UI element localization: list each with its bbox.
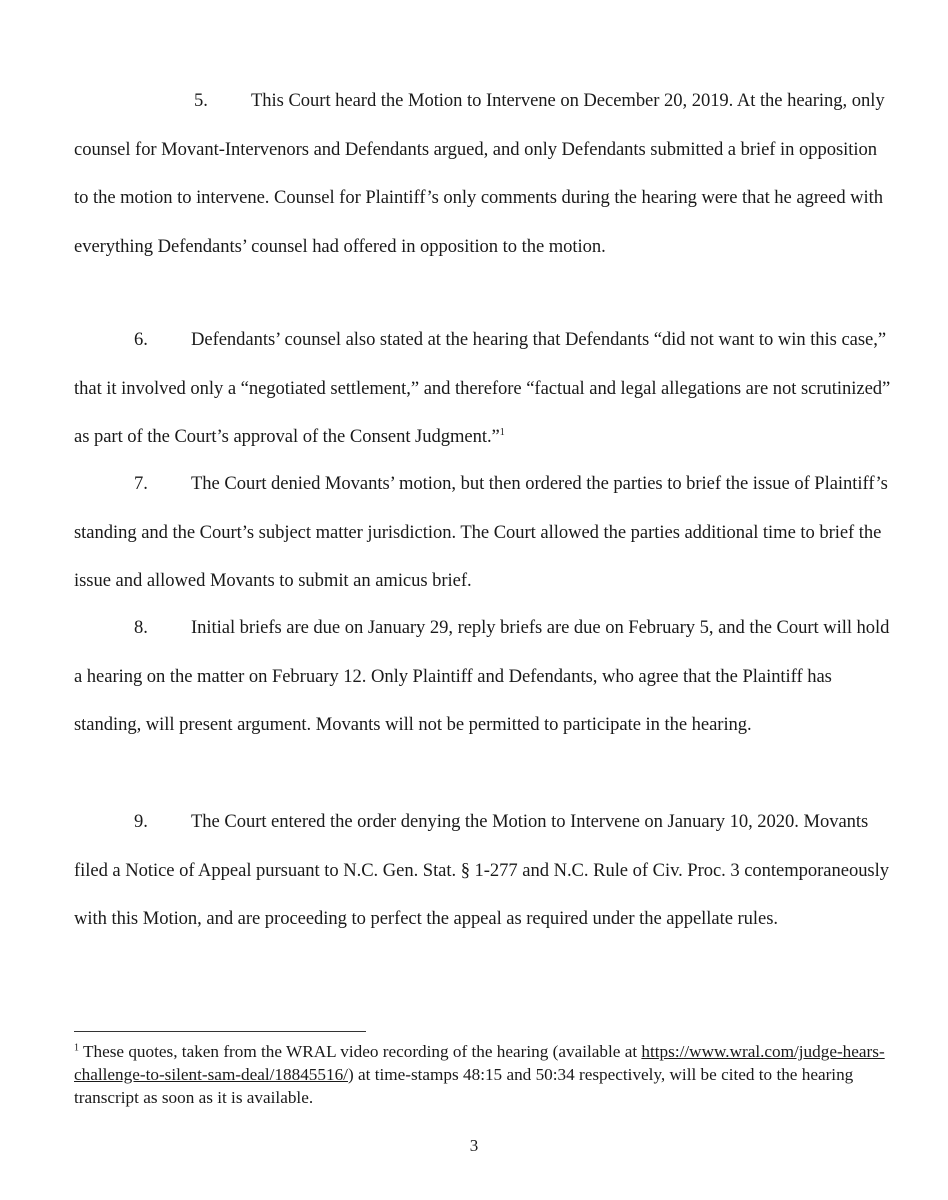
paragraph-number: 9. [134,811,148,832]
paragraph-text: Initial briefs are due on January 29, reply briefs are due on February 5, and the Court will hold a hearing on the matter on February 12. Only Plaintiff and Defendants, who agree that the Plaintiff has standing, will present argument. Movants will not be permitted to participate in the hearing. [74,617,890,736]
paragraph-9 [74,798,892,944]
paragraph-7 [74,460,892,606]
paragraph-number: 7. [134,473,148,494]
paragraph-text: Defendants’ counsel also stated at the hearing that Defendants “did not want to win this case,” that it involved only a “negotiated settlement,” and therefore “factual and legal allegations are not scrutinized” as part of the Court’s approval of the Consent Judgment.” [74,329,891,448]
footnote-text-after: ) at time-stamps 48:15 and 50:34 respectively, will be cited to the hearing transcript as soon as it is available. [74,1065,854,1107]
paragraph-6 [74,316,892,462]
paragraph-text: The Court denied Movants’ motion, but then ordered the parties to brief the issue of Plaintiff’s standing and the Court’s subject matter jurisdiction. The Court allowed the parties additional time to brief the issue and allowed Movants to submit an amicus brief. [74,473,888,592]
footnote-link[interactable]: https://www.wral.com/judge-hears-challenge-to-silent-sam-deal/18845516/ [74,1042,885,1084]
paragraph-8 [74,604,892,750]
footnote-separator [74,1031,366,1032]
paragraph-number: 5. [194,90,208,111]
paragraph-text: The Court entered the order denying the Motion to Intervene on January 10, 2020. Movants filed a Notice of Appeal pursuant to N.C. Gen. Stat. § 1-277 and N.C. Rule of Civ. Proc. 3 contemporaneously with this Motion, and are proceeding to perfect the appeal as required under the appellate rules. [74,811,889,930]
footnote-reference: 1 [499,427,505,438]
paragraph-text: This Court heard the Motion to Intervene on December 20, 2019. At the hearing, only counsel for Movant-Intervenors and Defendants argued, and only Defendants submitted a brief in opposition to the motion to intervene. Counsel for Plaintiff’s only comments during the hearing were that he agreed with everything Defendants’ counsel had offered in opposition to the motion. [74,90,885,257]
paragraph-number: 6. [134,329,148,350]
footnote-marker: 1 [74,1042,79,1054]
paragraph-number: 8. [134,617,148,638]
footnote-text-before: These quotes, taken from the WRAL video recording of the hearing (available at [83,1042,638,1061]
page-number: 3 [469,1136,479,1155]
footnote [74,1040,904,1109]
paragraph-5 [74,77,892,271]
